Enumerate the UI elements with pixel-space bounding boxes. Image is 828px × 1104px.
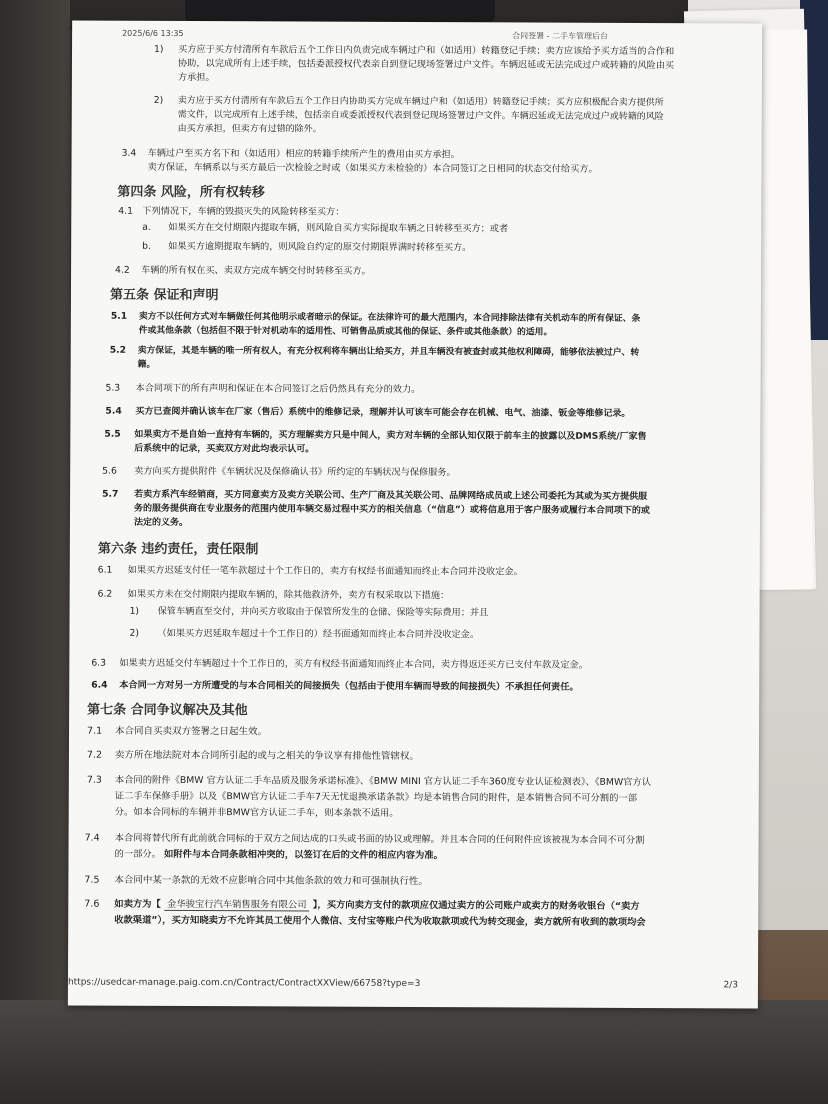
clause-2 [154,94,740,139]
clause-text: 买方应于买方付清所有车款后五个工作日内负责完成车辆过户和（如适用）转籍登记手续；卖方应该给予买方适当的合作和 [178,43,675,58]
clause-text: 由买方承担，但卖方有过错的除外。 [177,123,322,135]
clause-number: 7.4 [84,832,100,844]
clause-5-1 [111,310,739,341]
clause-text: 若卖方系汽车经销商，买方同意卖方及卖方关联公司、生产厂商及其关联公司、品牌网络成员或上述公司委托为其或为买方提供服 [134,489,648,503]
clause-text: 本合同的附件《BMW 官方认证二手车品质及服务承诺标准》、《BMW MINI 官方认证二手车360度专业认证检测表》、《BMW官方认 [114,774,652,789]
clause-number: a. [142,221,151,233]
clause-text: 卖方所在地法院对本合同所引起的或与之相关的争议享有排他性管辖权。 [114,749,419,763]
clause-number: 1) [154,43,164,55]
clause-number: 6.3 [91,657,106,669]
clause-5-4 [105,405,738,422]
page-number: 2/3 [723,980,738,991]
clause-text: 需文件，以完成所有上述手续，包括亲自或委派授权代表到登记现场签署过户文件。车辆迟延或无法完成过户或转籍的风险 [177,109,664,123]
clause-number: 7.5 [84,874,100,886]
clause-number: 4.2 [115,264,130,276]
clause-number: 5.6 [102,465,117,477]
clause-text-bold: 如附件与本合同条款相冲突的，以签订在后的文件的相应内容为准。 [163,848,443,862]
clause-3-4 [121,147,739,178]
clause-4-1 [118,205,739,257]
clause-text: 务的服务提供商在专业服务的范围内使用车辆交易过程中买方的相关信息（“信息”）或将信息用于客户服务或履行本合同项下的或 [134,503,650,517]
clause-5-2 [110,344,739,375]
clause-text: 如果卖方迟延交付车辆超过十个工作日的，买方有权经书面通知而终止本合同，卖方得返还买方已支付车款及定金。 [119,657,588,671]
clause-text: 本合同将替代所有此前就合同标的于双方之间达成的口头或书面的协议或理解。并且本合同的任何附件应该被视为本合同不可分割 [114,832,645,847]
clause-number: 5.1 [110,310,128,322]
clause-4-2 [115,264,739,281]
clause-text: 本合同中某一条款的无效不应影响合同中其他条款的效力和可强制执行性。 [114,874,428,888]
print-footer [67,977,738,991]
clause-5-3 [106,382,739,399]
clause-number: 7.3 [86,774,102,786]
desk-left-shadow [0,0,70,1104]
floor-background [0,1000,828,1104]
clause-1 [154,43,740,88]
clause-6-2 [97,588,737,644]
clause-text: 分。如本合同标的车辆并非BMW官方认证二手车，则本条款不适用。 [114,806,399,819]
laptop-edge [185,0,495,22]
print-header [122,28,742,41]
clause-number: 6.1 [97,564,113,576]
clause-7-6 [84,897,736,932]
clause-text: 车辆的所有权在买、卖双方完成车辆交付时转移至买方。 [141,264,371,277]
clause-7-3 [87,773,737,824]
clause-number: 5.4 [105,405,122,417]
clause-text: 法定的义务。 [133,517,188,529]
clause-text: （如果买方迟延取车超过十个工作日的）经书面通知而终止本合同并没收定金。 [157,627,480,641]
clause-text: 证二手车保修手册》以及《BMW官方认证二手车7天无忧退换承诺条款》均是本销售合同的附件，是本销售合同不可分割的一部 [114,790,638,804]
clause-number: 4.1 [118,205,133,217]
clause-7-1 [87,725,737,742]
clause-text: 买方已查阅并确认该车在厂家（售后）系统中的维修记录，理解并认可该车可能会存在机械、电气、油漆、钣金等维修记录。 [135,406,631,419]
clause-6-1 [98,564,738,581]
clause-number: 6.4 [91,679,108,691]
section-heading: 第七条 合同争议解决及其他 [87,702,248,719]
clause-text: 卖方保证，其是车辆的唯一所有权人，有充分权利将车辆出让给买方，并且车辆没有被查封或其他权利障碍，能够依法被过户、转 [137,345,640,358]
print-url: https://usedcar-manage.paig.com.cn/Contract/ContractXXView/66758?type=3 [67,977,421,990]
clause-text: 下列情况下，车辆的毁损灭失的风险转移至买方： [142,205,345,218]
clause-text: 后系统中的记录，买卖双方对此均表示认可。 [134,443,315,455]
clause-number: 7.6 [84,898,100,910]
clause-number: 2) [153,94,164,106]
clause-text: 件或其他条款（包括但不限于针对机动车的适用性、可销售品质或其他的保证、条件或其他条款）的适用。 [138,325,553,338]
clause-number: 5.3 [105,382,121,394]
clause-text: 卖方不以任何方式对车辆做任何其他明示或者暗示的保证。在法律许可的最大范围内，本合同排除法律有关机动车的所有保证、条 [138,311,641,324]
clause-text: 卖方保证，车辆系以与买方最后一次检验之时或（如果买方未检验的）本合同签订之日相同的状态交付给买方。 [147,161,598,175]
clause-7-4 [84,831,736,866]
clause-7-2 [87,749,737,766]
clause-number: 5.5 [104,428,121,440]
clause-number: 5.2 [109,344,127,356]
clause-text: 本合同自买卖双方签署之日起生效。 [115,725,268,738]
clause-number: 3.4 [121,147,137,159]
clause-number: 1) [129,605,140,617]
company-name-field: 金华骏宝行汽车销售服务有限公司 [164,899,310,912]
section-heading: 第五条 保证和声明 [109,287,219,304]
clause-text: 如卖方为【 [114,898,161,910]
clause-text: 协助，以完成所有上述手续，包括委派授权代表亲自到登记现场签署过户文件。车辆迟延或无法完成过户或转籍的风险由买 [177,57,675,72]
clause-text: 如果买方逾期提取车辆的，则风险自约定的原交付期限界满时转移至买方。 [168,240,472,254]
clause-number: 7.1 [87,725,103,737]
clause-number: 6.2 [97,588,113,600]
clause-number: 7.2 [86,749,103,761]
print-title: 合同签署 - 二手车管理后台 [512,31,609,41]
clause-text: 如果卖方不是自始一直持有车辆的，买方理解卖方只是中间人，卖方对车辆的全部认知仅限于前车主的披露以及DMS系统/厂家售 [134,429,647,443]
clause-number: b. [142,240,151,252]
section-heading: 第六条 违约责任，责任限制 [97,541,259,558]
clause-5-5 [104,428,738,459]
contract-page [68,20,762,1008]
section-heading: 第四条 风险，所有权转移 [117,184,265,201]
clause-text: 籍。 [137,359,156,370]
clause-text: 本合同一方对另一方所遭受的与本合同相关的间接损失（包括由于使用车辆而导致的间接损失）不承担任何责任。 [119,679,579,693]
clause-6-4 [91,679,737,696]
clause-number: 5.7 [102,488,119,500]
clause-text: 保管车辆直至交付，并向买方收取由于保管所发生的仓储、保险等实际费用；并且 [157,605,489,619]
contract-body [84,43,740,932]
clause-text: 如果买方未在交付期限内提取车辆的，除其他救济外，卖方有权采取以下措施： [127,588,450,602]
clause-6-3 [91,657,737,674]
clause-text: 如果买方在交付期限内提取车辆，则风险自买方实际提取车辆之日转移至买方；或者 [168,221,509,235]
clause-text: 方承担。 [177,71,215,84]
clause-text: 卖方应于买方付清所有车款后五个工作日内协助买方完成车辆过户和（如适用）转籍登记手续；买方应积极配合卖方提供所 [177,95,664,109]
clause-text: 卖方向买方提供附件《车辆状况及保修确认书》所约定的车辆状况与保修服务。 [134,465,456,479]
clause-number: 2) [129,627,139,639]
clause-text: 本合同项下的所有声明和保证在本合同签订之后仍然具有充分的效力。 [135,382,421,396]
clause-text: 如果买方迟延支付任一笔车款超过十个工作日的，卖方有权经书面通知而终止本合同并没收定金。 [127,564,523,578]
clause-5-7 [102,488,738,533]
clause-7-5 [84,873,736,891]
print-date: 2025/6/6 13:35 [122,28,184,38]
clause-text: 】，买方向卖方支付的款项应仅通过卖方的公司账户或卖方的财务收银台（“卖方 [312,899,640,912]
clause-text: 车辆过户至买方名下和（如适用）相应的转籍手续所产生的费用由买方承担。 [147,147,460,161]
clause-text: 的一部分。 [114,848,162,860]
clause-5-6 [102,465,738,482]
clause-text: 收款渠道”），买方知晓卖方不允许其员工使用个人微信、支付宝等账户代为收取款项或代为转交现金，卖方就所有收到的款项均会 [114,914,646,929]
clause-text-line [114,847,736,866]
